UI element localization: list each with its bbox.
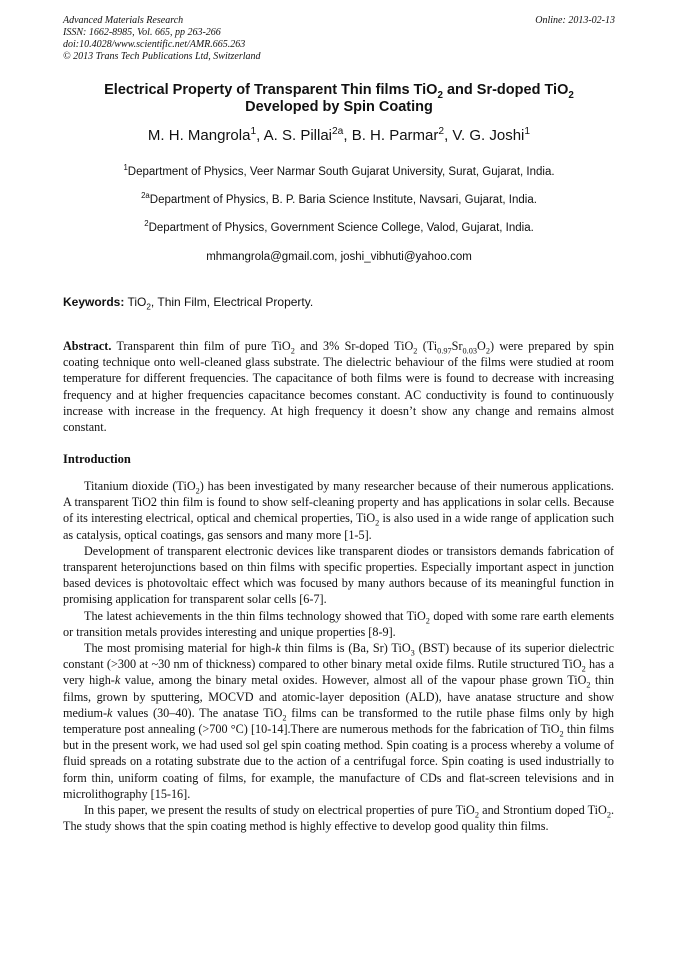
- journal-name: Advanced Materials Research: [63, 15, 184, 26]
- copyright-line: © 2013 Trans Tech Publications Ltd, Switzerland: [63, 51, 261, 62]
- affiliation-2a: $^{2a}$Department of Physics, B. P. Baria Science Institute, Navsari, Gujarat, India.: [141, 191, 537, 206]
- intro-paragraph-4: The most promising material for high-k thin films is (Ba, Sr) TiO$_3$ (BST) because of its superior dielectric constant (>300 at ~30 nm of thickness) compared to other binary metal oxide films. Rutile structured TiO$_2$ has a very high-k value, among the binary metal oxides. However, almost all of the vapour phase grown TiO$_2$ thin films, grown by sputtering, MOCVD and atomic-layer deposition (ALD), have anatase structure and show medium-k values (30–40). The anatase TiO$_2$ films can be transformed to the rutile phase films only by high temperature post annealing (>700 °C) [10-14].There are numerous methods for the fabrication of TiO$_2$ thin films but in the present work, we had used sol gel spin coating method. Spin coating is a process whereby a volume of fluid spreads on a rotating substrate due to the action of a centrifugal force. Spin coating is used industrially to form thin, uniform coating of films, for example, the manufacture of CDs and flat-screen televisions and in microlithography [15-16].: [63, 641, 615, 801]
- paper-title: [40, 82, 638, 116]
- title-line-2: Developed by Spin Coating: [245, 99, 433, 115]
- journal-header: [63, 15, 615, 63]
- intro-paragraph-1: Titanium dioxide (TiO$_2$) has been investigated by many researcher because of their numerous applications. A transparent TiO2 thin film is found to show self-cleaning property and has applications in solar cells. Because of its interesting electrical, optical and chemical properties, TiO$_2$ is also used in a wide range of application such as catalysis, optical coatings, gas sensors and many more [1-5].: [63, 479, 614, 542]
- online-date: Online: 2013-02-13: [535, 15, 615, 26]
- doi-line: doi:10.4028/www.scientific.net/AMR.665.263: [63, 39, 246, 50]
- intro-paragraph-5: In this paper, we present the results of study on electrical properties of pure TiO$_2$ and Strontium doped TiO$_2$. The study shows that the spin coating method is highly effective to develop good quality thin films.: [63, 803, 615, 834]
- issn-line: ISSN: 1662-8985, Vol. 665, pp 263-266: [63, 27, 221, 38]
- author-list: M. H. Mangrola$^1$, A. S. Pillai$^{2a}$, B. H. Parmar$^2$, V. G. Joshi$^1$: [147, 126, 531, 144]
- intro-paragraph-2: Development of transparent electronic devices like transparent diodes or transistors demands fabrication of transparent heterojunctions based on thin films with specific properties. Especially important aspect in junction based devices is photovoltaic effect which was focused by many authors because of its meaningful function in promising application for transparent solar cells [6-7].: [63, 543, 614, 607]
- title-line-1: Electrical Property of Transparent Thin films TiO$_2$ and Sr-doped TiO$_2$: [104, 82, 574, 101]
- affiliation-2: $^2$Department of Physics, Government Science College, Valod, Gujarat, India.: [144, 219, 534, 234]
- intro-paragraph-3: The latest achievements in the thin films technology showed that TiO$_2$ doped with some rare earth elements or transition metals provides interesting and unique properties [8-9].: [63, 608, 614, 639]
- abstract-label: Abstract.: [63, 339, 112, 353]
- keywords: Keywords: TiO$_2$, Thin Film, Electrical Property.: [63, 295, 314, 312]
- introduction-body: [63, 478, 614, 834]
- affiliation-1: $^1$Department of Physics, Veer Narmar South Gujarat University, Surat, Gujarat, India.: [123, 163, 555, 178]
- author-emails: mhmangrola@gmail.com, joshi_vibhuti@yahoo.com: [206, 251, 472, 263]
- abstract: Abstract. Transparent thin film of pure TiO$_2$ and 3% Sr-doped TiO$_2$ $(Ti_{0.97}Sr_{0.03}O_2)$ were prepared by spin coating technique onto well-cleaned glass substrate. The dielectric behaviour of the films were studied at room temperature for different frequencies. The capacitance of both films were is found to decrease with increasing frequency and at higher frequencies capacitance becomes constant. AC conductivity is found to continuously increase with increase in the frequency. At high frequency it doesn’t show any change and remains almost constant.: [63, 339, 614, 435]
- section-heading-introduction: Introduction: [63, 452, 131, 466]
